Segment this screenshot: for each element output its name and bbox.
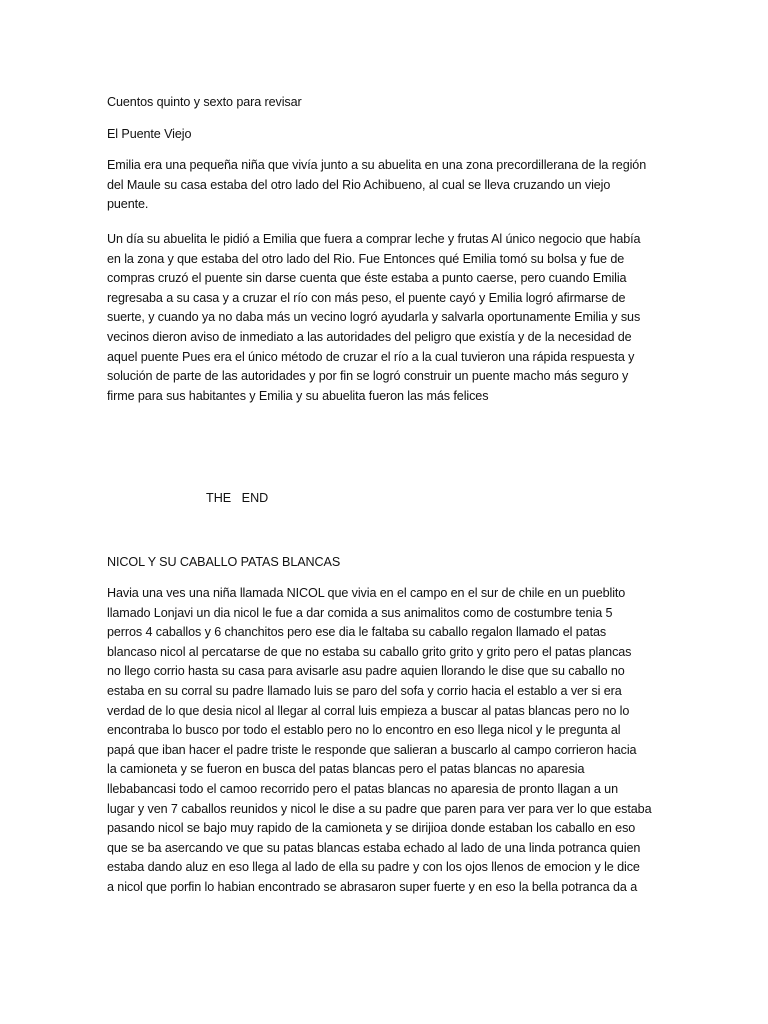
text-line: que se ba asercando ve que su patas blancas estaba echado al lado de una linda potranca quien xyxy=(107,840,641,855)
story1-paragraph-2 xyxy=(107,230,667,406)
document-heading: Cuentos quinto y sexto para revisar xyxy=(107,95,302,109)
text-line: vecinos dieron aviso de inmediato a las autoridades del peligro que existía y de la necesidad de xyxy=(107,329,632,344)
text-line: estaba en su corral su padre llamado luis se paro del sofa y corrio hacia el establo a ver si era xyxy=(107,683,622,698)
text-line: verdad de lo que desia nicol al llegar al corral luis empieza a buscar al patas blancas pero no lo xyxy=(107,703,630,718)
text-line: la camioneta y se fueron en busca del patas blancas pero el patas blancas no aparesia xyxy=(107,762,585,777)
text-line: Havia una ves una niña llamada NICOL que vivia en el campo en el sur de chile en un pueblito xyxy=(107,586,626,600)
text-line: lugar y ven 7 caballos reunidos y nicol le dise a su padre que paren para ver para ver lo que estaba xyxy=(107,801,652,816)
story1-end-label: THE END xyxy=(206,491,269,505)
text-line: no llego corrio hasta su casa para avisarle asu padre aquien llorando le dise que su caballo no xyxy=(107,664,625,679)
story-title-puente-viejo: El Puente Viejo xyxy=(107,127,192,141)
text-line: puente. xyxy=(107,197,149,212)
text-line: llebabancasi todo el camoo recorrido pero el patas blancas no aparesia de pronto llagan a un xyxy=(107,781,618,796)
text-line: firme para sus habitantes y Emilia y su abuelita fueron las más felices xyxy=(107,388,489,403)
story-title-nicol: NICOL Y SU CABALLO PATAS BLANCAS xyxy=(107,555,341,569)
text-line: perros 4 caballos y 6 chanchitos pero ese dia le faltaba su caballo regalon llamado el patas xyxy=(107,625,607,640)
text-line: llamado Lonjavi un dia nicol le fue a dar comida a sus animalitos como de costumbre tenia 5 xyxy=(107,605,613,620)
text-line: suerte, y cuando ya no daba más un vecino logró ayudarla y salvarla oportunamente Emilia y sus xyxy=(107,310,641,325)
story1-paragraph-1 xyxy=(107,156,667,215)
text-line: regresaba a su casa y a cruzar el río con más peso, el puente cayó y Emilia logró afirmarse de xyxy=(107,290,626,305)
text-line: del Maule su casa estaba del otro lado del Rio Achibueno, al cual se lleva cruzando un viejo xyxy=(107,177,611,192)
text-line: blancaso nicol al percatarse de que no estaba su caballo grito grito y grito pero el patas plancas xyxy=(107,644,632,659)
text-line: compras cruzó el puente sin darse cuenta que éste estaba a punto caerse, pero cuando Emilia xyxy=(107,271,627,286)
text-line: pasando nicol se bajo muy rapido de la camioneta y se dirijioa donde estaban los caballo en eso xyxy=(107,821,636,836)
text-line: Un día su abuelita le pidió a Emilia que fuera a comprar leche y frutas Al único negocio que había xyxy=(107,232,641,246)
text-line: papá que iban hacer el padre triste le responde que salieran a buscarlo al campo corrieron hacia xyxy=(107,742,637,757)
story2-paragraph-1 xyxy=(107,584,667,898)
text-line: estaba dando aluz en eso llega al lado de ella su padre y con los ojos llenos de emocion y le dice xyxy=(107,860,640,875)
text-line: a nicol que porfin lo habian encontrado se abrasaron super fuerte y en eso la bella potranca da a xyxy=(107,879,638,894)
text-line: aquel puente Pues era el único método de cruzar el río a la cual tuvieron una rápida respuesta y xyxy=(107,349,635,364)
text-line: en la zona y que estaba del otro lado del Rio. Fue Entonces qué Emilia tomó su bolsa y fue de xyxy=(107,251,625,266)
text-line: encontraba lo busco por todo el establo pero no lo encontro en eso llega nicol y le pregunta al xyxy=(107,723,621,738)
text-line: solución de parte de las autoridades y por fin se logró construir un puente macho más seguro y xyxy=(107,369,629,384)
text-line: Emilia era una pequeña niña que vivía junto a su abuelita en una zona precordillerana de la región xyxy=(107,158,647,172)
